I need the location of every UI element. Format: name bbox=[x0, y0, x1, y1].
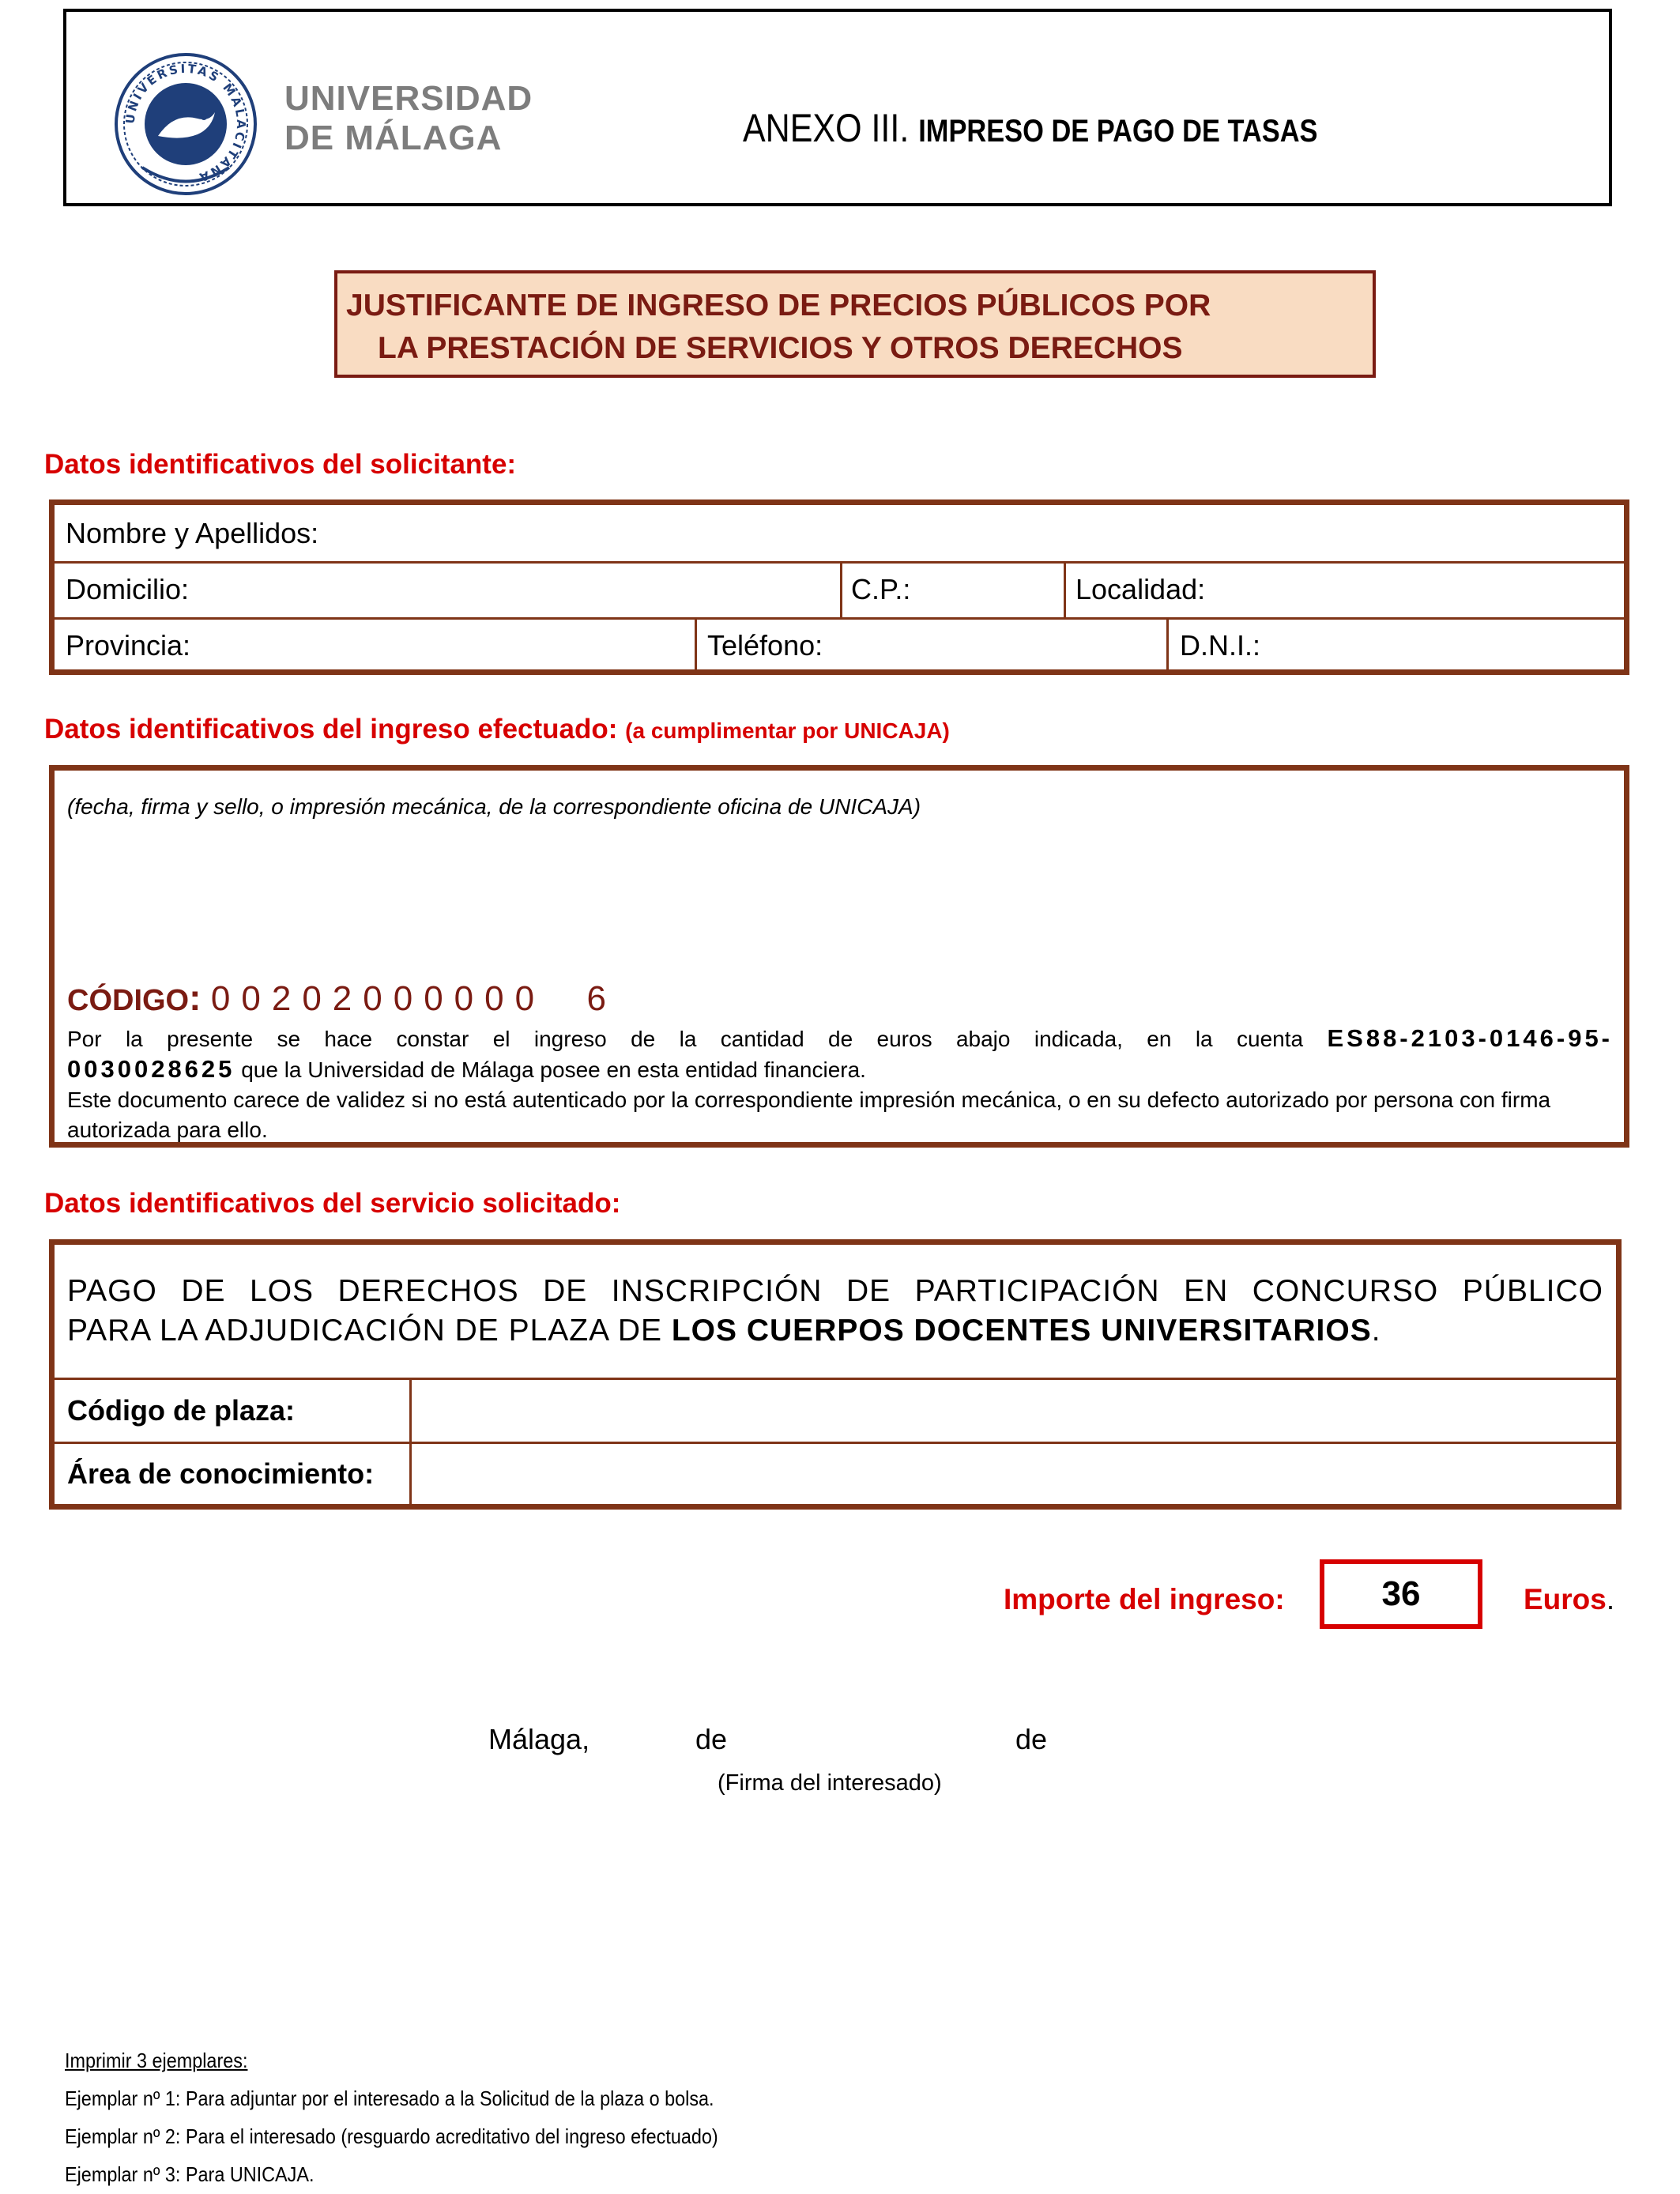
document-title-line2: LA PRESTACIÓN DE SERVICIOS Y OTROS DERECHOS bbox=[378, 331, 1183, 365]
document-title bbox=[346, 285, 1365, 370]
amount-currency bbox=[1524, 1583, 1614, 1616]
annex-sub: IMPRESO DE PAGO DE TASAS bbox=[918, 114, 1318, 149]
currency-label: Euros bbox=[1524, 1583, 1607, 1615]
col-divider bbox=[409, 1378, 412, 1504]
col-divider bbox=[1166, 617, 1169, 675]
annex-main: ANEXO III. bbox=[743, 106, 910, 150]
payment-text-1b: que la Universidad de Málaga posee en esta entidad financiera. bbox=[241, 1057, 866, 1082]
currency-dot: . bbox=[1606, 1583, 1615, 1615]
payment-heading bbox=[44, 714, 950, 745]
position-code-label: Código de plaza: bbox=[67, 1394, 295, 1427]
code-label: CÓDIGO bbox=[67, 984, 190, 1017]
signature-de2: de bbox=[1015, 1723, 1048, 1755]
code-value: 00202000000 bbox=[210, 979, 546, 1018]
col-divider bbox=[695, 617, 697, 675]
payment-text bbox=[67, 1023, 1613, 1145]
university-name-line1: UNIVERSIDAD bbox=[284, 79, 533, 118]
payment-text-1a: Por la presente se hace constar el ingreso de la cantidad de euros abajo indicada, en la cuenta bbox=[67, 1027, 1304, 1051]
position-code-input[interactable] bbox=[414, 1380, 1615, 1440]
service-description bbox=[67, 1272, 1603, 1351]
code-colon: : bbox=[189, 977, 202, 1018]
code-check-digit: 6 bbox=[586, 979, 618, 1018]
payment-code bbox=[67, 976, 617, 1019]
footer-copy1: Ejemplar nº 1: Para adjuntar por el interesado a la Solicitud de la plaza o bolsa. bbox=[65, 2087, 714, 2110]
payment-box bbox=[49, 765, 1629, 1148]
name-field[interactable]: Nombre y Apellidos: bbox=[66, 517, 319, 549]
applicant-table bbox=[49, 499, 1629, 675]
dni-field[interactable]: D.N.I.: bbox=[1180, 629, 1261, 662]
province-field[interactable]: Provincia: bbox=[66, 629, 191, 662]
service-line2a: PARA LA ADJUDICACIÓN DE PLAZA DE bbox=[67, 1314, 672, 1348]
row-divider bbox=[55, 617, 1624, 620]
seal-text: UNIVERSITAS MALACITANA bbox=[122, 61, 249, 186]
col-divider bbox=[1064, 561, 1066, 617]
signature-place: Málaga, bbox=[488, 1723, 590, 1755]
university-seal-logo bbox=[111, 49, 261, 199]
address-field[interactable]: Domicilio: bbox=[66, 573, 190, 605]
footer-copy2: Ejemplar nº 2: Para el interesado (resguardo acreditativo del ingreso efectuado) bbox=[65, 2124, 718, 2148]
amount-value: 36 bbox=[1320, 1559, 1482, 1629]
locality-field[interactable]: Localidad: bbox=[1075, 573, 1206, 605]
col-divider bbox=[840, 561, 842, 617]
amount-label: Importe del ingreso: bbox=[1004, 1583, 1285, 1615]
service-line2b: LOS CUERPOS DOCENTES UNIVERSITARIOS bbox=[671, 1314, 1372, 1348]
postal-code-field[interactable]: C.P.: bbox=[851, 573, 911, 605]
document-title-line1: JUSTIFICANTE DE INGRESO DE PRECIOS PÚBLICOS POR bbox=[346, 288, 1211, 322]
footer-heading: Imprimir 3 ejemplares: bbox=[65, 2049, 248, 2072]
service-line2c: . bbox=[1371, 1314, 1381, 1348]
payment-heading-note: (a cumplimentar por UNICAJA) bbox=[625, 718, 950, 743]
account-number-b: 0030028625 bbox=[67, 1055, 235, 1083]
payment-heading-text: Datos identificativos del ingreso efectuado: bbox=[44, 714, 618, 745]
university-name-line2: DE MÁLAGA bbox=[284, 119, 503, 157]
phone-field[interactable]: Teléfono: bbox=[707, 629, 823, 662]
service-heading: Datos identificativos del servicio solicitado: bbox=[44, 1188, 621, 1219]
knowledge-area-label: Área de conocimiento: bbox=[67, 1457, 375, 1490]
signature-caption: (Firma del interesado) bbox=[718, 1770, 942, 1796]
service-line1: PAGO DE LOS DERECHOS DE INSCRIPCIÓN DE PARTICIPACIÓN EN CONCURSO PÚBLICO bbox=[67, 1274, 1603, 1308]
footer-copy3: Ejemplar nº 3: Para UNICAJA. bbox=[65, 2162, 315, 2186]
account-number-a: ES88-2103-0146-95- bbox=[1327, 1024, 1614, 1052]
university-name bbox=[284, 79, 533, 158]
service-box bbox=[49, 1239, 1622, 1510]
applicant-heading: Datos identificativos del solicitante: bbox=[44, 449, 517, 480]
row-divider bbox=[55, 561, 1624, 564]
knowledge-area-input[interactable] bbox=[414, 1444, 1615, 1504]
validity-note: Este documento carece de validez si no está autenticado por la correspondiente impresión mecánica, o en su defecto autorizado por persona con firma autorizada para ello. bbox=[67, 1088, 1551, 1142]
stamp-note: (fecha, firma y sello, o impresión mecánica, de la correspondiente oficina de UNICAJA) bbox=[67, 794, 921, 819]
signature-de1: de bbox=[695, 1723, 728, 1755]
annex-title bbox=[743, 105, 1317, 151]
